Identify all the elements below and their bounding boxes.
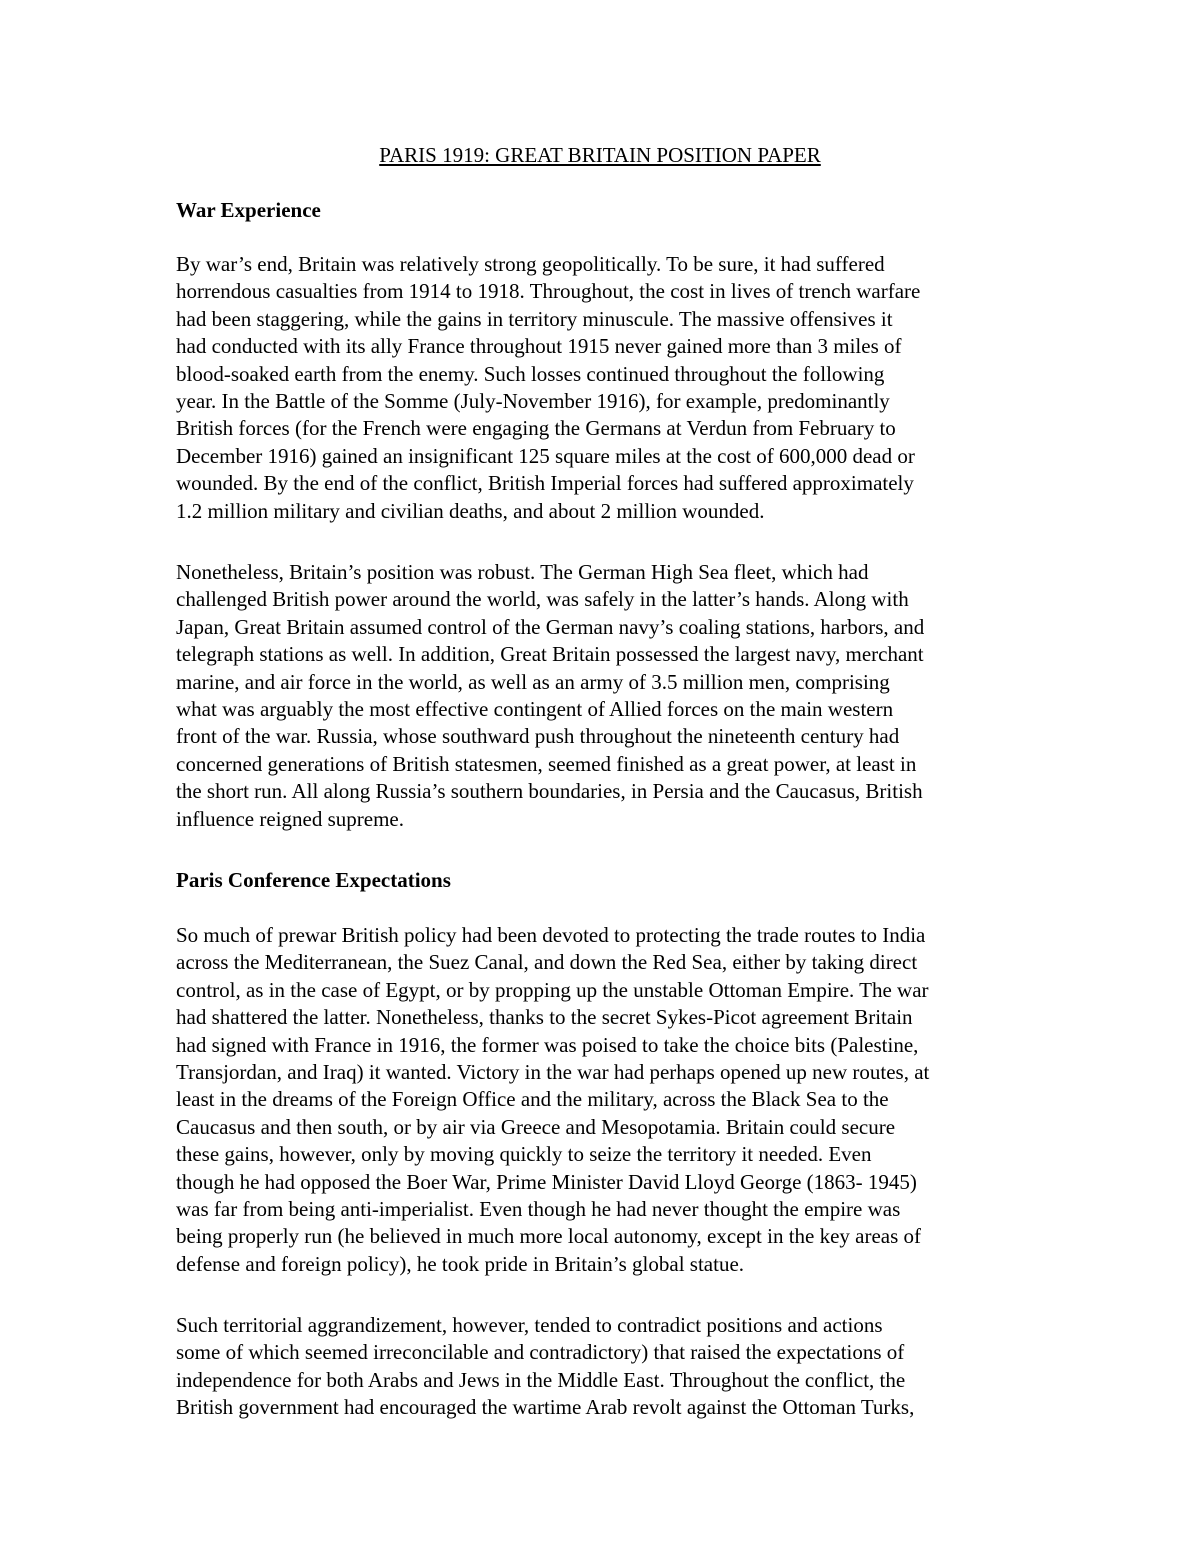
- text-line: By war’s end, Britain was relatively strong geopolitically. To be sure, it had suffered: [176, 252, 885, 276]
- text-line: what was arguably the most effective contingent of Allied forces on the main western: [176, 697, 894, 722]
- section-heading-paris-conference-expectations: Paris Conference Expectations: [176, 868, 451, 892]
- text-line: marine, and air force in the world, as well as an army of 3.5 million men, comprising: [176, 669, 890, 694]
- text-line: wounded. By the end of the conflict, British Imperial forces had suffered approximately: [176, 471, 914, 496]
- document-title: PARIS 1919: GREAT BRITAIN POSITION PAPER: [379, 143, 821, 167]
- text-line: independence for both Arabs and Jews in the Middle East. Throughout the conflict, the: [176, 1367, 906, 1392]
- text-line: blood-soaked earth from the enemy. Such losses continued throughout the following: [176, 361, 885, 386]
- text-line: 1.2 million military and civilian deaths, and about 2 million wounded.: [176, 498, 765, 523]
- text-line: challenged British power around the world, was safely in the latter’s hands. Along with: [176, 587, 909, 612]
- text-line: the short run. All along Russia’s southern boundaries, in Persia and the Caucasus, British: [176, 779, 923, 804]
- text-line: Nonetheless, Britain’s position was robust. The German High Sea fleet, which had: [176, 560, 869, 584]
- text-line: influence reigned supreme.: [176, 806, 404, 831]
- text-line: had been staggering, while the gains in territory minuscule. The massive offensives it: [176, 306, 893, 331]
- paragraph: [176, 1312, 1056, 1422]
- text-line: Caucasus and then south, or by air via Greece and Mesopotamia. Britain could secure: [176, 1114, 896, 1139]
- text-line: front of the war. Russia, whose southward push throughout the nineteenth century had: [176, 724, 900, 749]
- text-line: So much of prewar British policy had been devoted to protecting the trade routes to India: [176, 923, 926, 947]
- text-line: Transjordan, and Iraq) it wanted. Victory in the war had perhaps opened up new routes, at: [176, 1060, 930, 1085]
- text-line: though he had opposed the Boer War, Prime Minister David Lloyd George (1863- 1945): [176, 1169, 917, 1194]
- paragraph: [176, 922, 1056, 1278]
- text-line: British forces (for the French were engaging the Germans at Verdun from February to: [176, 416, 896, 441]
- text-line: least in the dreams of the Foreign Office and the military, across the Black Sea to the: [176, 1087, 889, 1112]
- text-line: horrendous casualties from 1914 to 1918. Throughout, the cost in lives of trench warfare: [176, 279, 921, 304]
- text-line: had conducted with its ally France throughout 1915 never gained more than 3 miles of: [176, 334, 902, 359]
- text-line: concerned generations of British statesmen, seemed finished as a great power, at least in: [176, 751, 917, 776]
- text-line: had shattered the latter. Nonetheless, thanks to the secret Sykes-Picot agreement Britain: [176, 1005, 913, 1030]
- text-line: was far from being anti-imperialist. Even though he had never thought the empire was: [176, 1197, 901, 1222]
- text-line: some of which seemed irreconcilable and contradictory) that raised the expectations of: [176, 1340, 905, 1365]
- text-line: had signed with France in 1916, the former was poised to take the choice bits (Palestine,: [176, 1032, 919, 1057]
- text-line: these gains, however, only by moving quickly to seize the territory it needed. Even: [176, 1142, 872, 1167]
- text-line: British government had encouraged the wartime Arab revolt against the Ottoman Turks,: [176, 1395, 915, 1420]
- paragraph: [176, 251, 1056, 525]
- text-line: control, as in the case of Egypt, or by propping up the unstable Ottoman Empire. The war: [176, 977, 929, 1002]
- text-line: year. In the Battle of the Somme (July-November 1916), for example, predominantly: [176, 389, 890, 414]
- text-line: defense and foreign policy), he took pride in Britain’s global statue.: [176, 1251, 745, 1276]
- text-line: December 1916) gained an insignificant 125 square miles at the cost of 600,000 dead or: [176, 443, 915, 468]
- text-line: telegraph stations as well. In addition, Great Britain possessed the largest navy, merchant: [176, 642, 924, 667]
- text-line: Such territorial aggrandizement, however, tended to contradict positions and actions: [176, 1313, 883, 1337]
- text-line: Japan, Great Britain assumed control of the German navy’s coaling stations, harbors, and: [176, 614, 925, 639]
- paragraph: [176, 559, 1056, 833]
- text-line: being properly run (he believed in much more local autonomy, except in the key areas of: [176, 1224, 922, 1249]
- section-heading-war-experience: War Experience: [176, 198, 321, 222]
- text-line: across the Mediterranean, the Suez Canal, and down the Red Sea, either by taking direct: [176, 950, 918, 975]
